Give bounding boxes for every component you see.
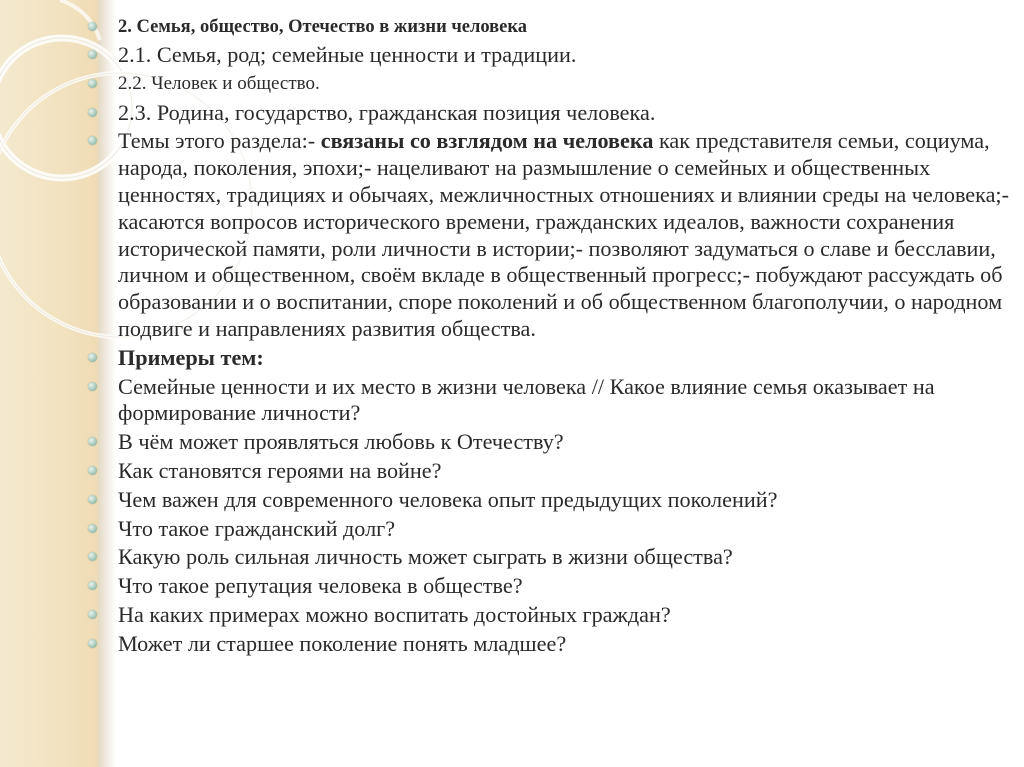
example-topic: В чём может проявляться любовь к Отечеству? xyxy=(118,429,564,455)
list-item xyxy=(86,516,1011,543)
list-item xyxy=(86,602,1011,629)
bullet-dot-icon xyxy=(88,50,97,59)
bullet-list xyxy=(86,14,1011,660)
list-item xyxy=(86,71,1011,98)
list-item xyxy=(86,458,1011,485)
example-topic: Может ли старшее поколение понять младшее? xyxy=(118,630,567,656)
list-item xyxy=(86,573,1011,600)
list-item xyxy=(86,374,1011,428)
bullet-dot-icon xyxy=(88,581,97,590)
list-item xyxy=(86,487,1011,514)
subsection-2-3: 2.3. Родина, государство, гражданская позиция человека. xyxy=(118,99,656,125)
list-item xyxy=(86,345,1011,372)
bullet-dot-icon xyxy=(88,382,97,391)
example-topic: Чем важен для современного человека опыт предыдущих поколений? xyxy=(118,486,778,512)
themes-description: как представителя семьи, социума, народа, поколения, эпохи;- нацеливают на размышление о семейных и общественных ценностях, традициях и обычаях, межличностных отношениях и влиянии среды на человека;- касаются вопросов исторического времени, гражданских идеалов, важности сохранения исторической памяти, роли личности в истории;- позволяют задуматься о славе и бесславии, личном и общественном, своём вкладе в общественный прогресс;- побуждают рассуждать об образовании и о воспитании, споре поколений и об общественном благополучии, о народном подвиге и направлениях развития общества. xyxy=(118,128,1009,341)
section-title: 2. Семья, общество, Отечество в жизни человека xyxy=(118,17,528,37)
examples-heading: Примеры тем: xyxy=(118,344,264,370)
bullet-dot-icon xyxy=(88,108,97,117)
bullet-dot-icon xyxy=(88,639,97,648)
bullet-dot-icon xyxy=(88,495,97,504)
example-topic: Какую роль сильная личность может сыграть в жизни общества? xyxy=(118,544,733,570)
left-decorative-band xyxy=(0,0,98,767)
bullet-dot-icon xyxy=(88,437,97,446)
bullet-dot-icon xyxy=(88,79,97,88)
bullet-dot-icon xyxy=(88,22,97,31)
bullet-dot-icon xyxy=(88,353,97,362)
themes-intro: Темы этого раздела:- xyxy=(118,128,321,154)
themes-bold-phrase: связаны со взглядом на человека xyxy=(320,128,654,154)
list-item xyxy=(86,42,1011,69)
list-item xyxy=(86,631,1011,658)
bullet-dot-icon xyxy=(88,136,97,145)
list-item xyxy=(86,544,1011,571)
list-item xyxy=(86,100,1011,127)
list-item xyxy=(86,429,1011,456)
bullet-dot-icon xyxy=(88,610,97,619)
bullet-dot-icon xyxy=(88,466,97,475)
list-item xyxy=(86,128,1011,342)
example-topic: Что такое гражданский долг? xyxy=(118,515,396,541)
example-topic: На каких примерах можно воспитать достойных граждан? xyxy=(118,601,671,627)
bullet-dot-icon xyxy=(88,552,97,561)
example-topic: Как становятся героями на войне? xyxy=(118,457,442,483)
example-topic: Семейные ценности и их место в жизни человека // Какое влияние семья оказывает на формирование личности? xyxy=(118,373,935,426)
list-item xyxy=(86,14,1011,40)
subsection-2-1: 2.1. Семья, род; семейные ценности и традиции. xyxy=(118,42,577,67)
bullet-dot-icon xyxy=(88,524,97,533)
example-topic: Что такое репутация человека в обществе? xyxy=(118,573,523,599)
subsection-2-2: 2.2. Человек и общество. xyxy=(118,72,320,94)
